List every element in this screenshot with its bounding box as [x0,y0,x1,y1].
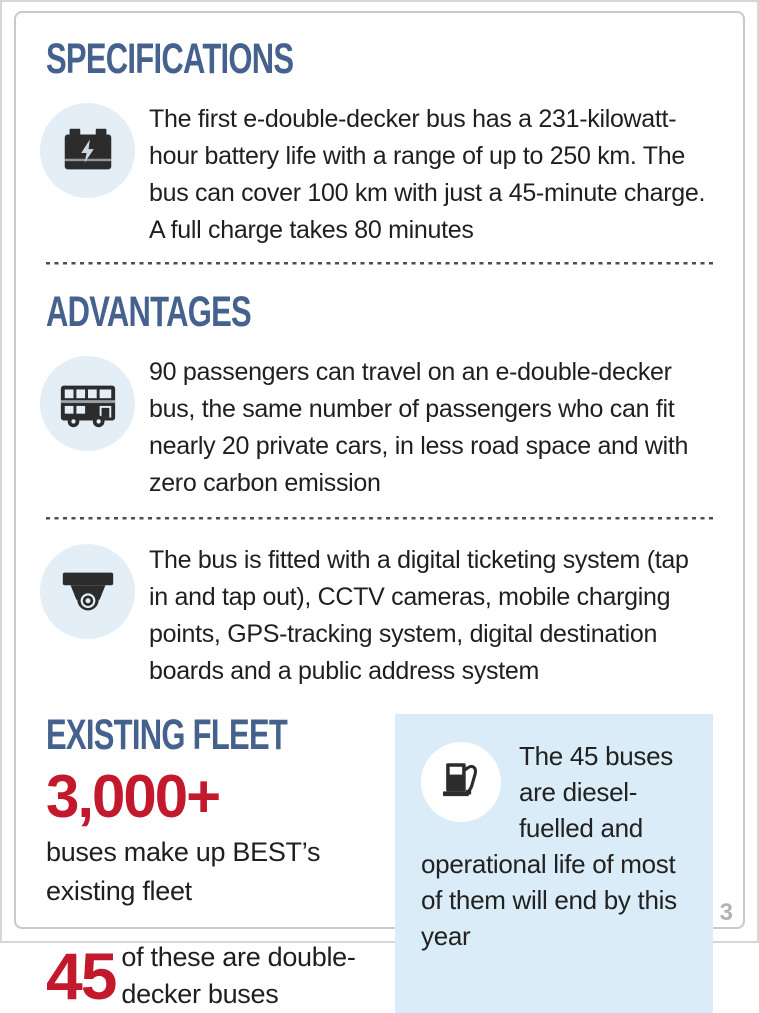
page-content [46,35,713,1013]
advantages-item-capacity [46,354,713,502]
advantages-heading: ADVANTAGES [46,288,251,336]
fleet-total-label: buses make up BEST’s existing fleet [46,837,321,906]
specifications-item [46,101,713,249]
page-number: 3 [719,899,733,926]
dashed-divider [46,262,713,265]
car-battery-icon [40,103,135,198]
section-advantages [46,288,713,690]
bottom-row [46,711,713,1013]
advantages-text-features: The bus is fitted with a digital ticketing system (tap in and tap out), CCTV cameras, mobile charging points, GPS-tracking system, digital destination boards and a public address system [149,546,689,685]
fuel-pump-icon [421,742,501,822]
cctv-camera-icon [40,544,135,639]
section-specifications [46,35,713,249]
double-decker-label: of these are double-decker buses [121,942,356,1009]
advantages-item-features [46,542,713,690]
specifications-heading: SPECIFICATIONS [46,35,294,83]
dashed-divider [46,517,713,520]
diesel-info-box [395,714,713,1013]
existing-fleet-heading: EXISTING FLEET [46,711,288,759]
advantages-text-capacity: 90 passengers can travel on an e-double-decker bus, the same number of passengers who can fit nearly 20 private cars, in less road space and with zero carbon emission [149,358,689,497]
double-decker-stat-group [46,939,386,1013]
double-decker-stat: 45 [46,939,116,1013]
fleet-total-stat: 3,000+ [46,763,220,830]
double-decker-bus-icon [40,356,135,451]
diesel-info-text: The 45 buses are diesel-fuelled and operational life of most of them will end by this year [421,741,677,951]
section-existing-fleet [46,711,386,1013]
specifications-text: The first e-double-decker bus has a 231-kilowatt-hour battery life with a range of up to 250 km. The bus can cover 100 km with just a 45-minute charge. A full charge takes 80 minutes [149,105,706,244]
